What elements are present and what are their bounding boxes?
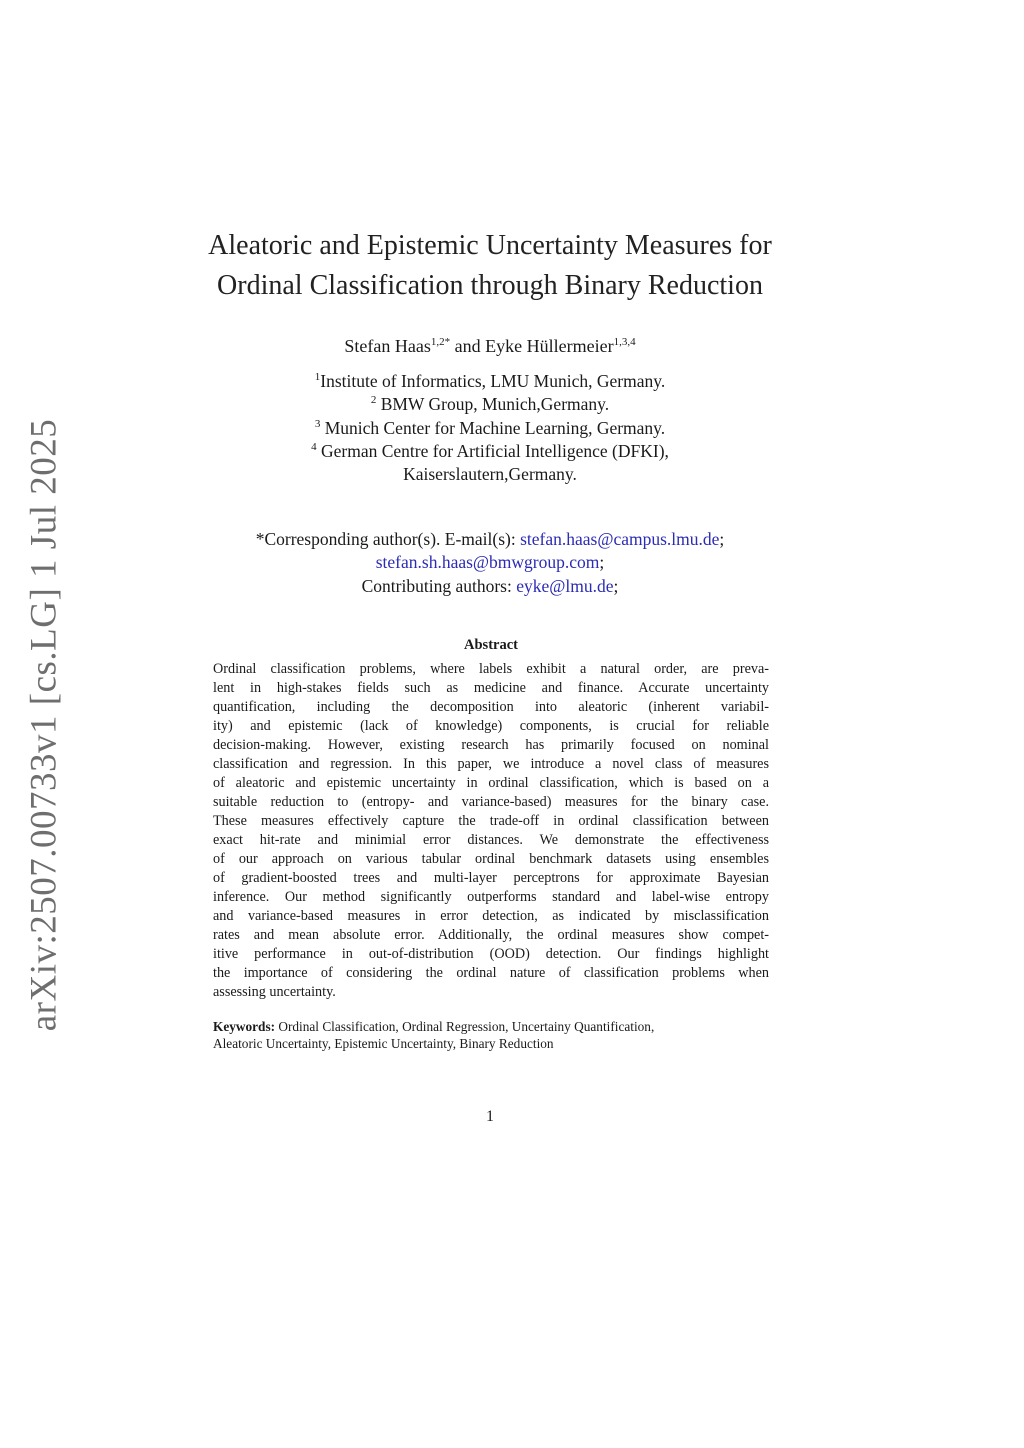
affiliation [150,370,830,393]
abstract-line: the importance of considering the ordinal nature of classification problems when [213,965,769,981]
author-affiliation-marker: 1,3,4 [613,336,636,348]
abstract-line: classification and regression. In this paper, we introduce a novel class of measures [213,756,769,772]
page-number: 1 [486,1108,494,1125]
affiliation [150,463,830,486]
keywords-line: Aleatoric Uncertainty, Epistemic Uncertainty, Binary Reduction [213,1036,554,1051]
abstract-line: lent in high-stakes fields such as medicine and finance. Accurate uncertainty [213,680,769,696]
author-list [150,334,830,358]
abstract-line: of gradient-boosted trees and multi-layer perceptrons for approximate Bayesian [213,870,769,886]
abstract-body [213,660,769,1002]
email-link[interactable]: stefan.haas@campus.lmu.de [520,529,720,549]
keywords-line [213,1018,769,1035]
author-name: Stefan Haas [344,336,431,356]
affiliation [150,417,830,440]
email-line [150,551,830,574]
affiliation [150,440,830,463]
email-link[interactable]: stefan.sh.haas@bmwgroup.com [375,552,600,573]
separator: ; [719,529,725,549]
affiliation-text: Munich Center for Machine Learning, Germany. [320,417,666,438]
affiliation-text: German Centre for Artificial Intelligence (DFKI), [316,440,669,461]
abstract-line: exact hit-rate and minimial error distances. We demonstrate the effectiveness [213,832,769,848]
abstract-heading: Abstract [464,637,518,653]
affiliation-marker: 1 [314,371,321,383]
corresponding-label: *Corresponding author(s). E-mail(s): [255,529,521,549]
abstract-line: These measures effectively capture the trade-off in ordinal classification between [213,813,769,829]
abstract-line: assessing uncertainty. [213,984,336,1000]
abstract-line: itive performance in out-of-distribution (OOD) detection. Our findings highlight [213,946,769,962]
affiliation-marker: 2 [370,394,377,407]
author-name: Eyke Hüllermeier [485,336,614,356]
contributing-label: Contributing authors: [361,575,517,596]
affiliation-text: BMW Group, Munich,Germany. [376,394,610,415]
author-connector: and [450,336,486,356]
keywords-text: Ordinal Classification, Ordinal Regression, Uncertainy Quantification, [275,1019,655,1034]
separator: ; [599,552,605,573]
corresponding-line [150,528,830,551]
abstract-line: quantification, including the decomposition into aleatoric (inherent variabil- [213,699,769,715]
arxiv-identifier: arXiv:2507.00733v1 [cs.LG] 1 Jul 2025 [23,418,65,1032]
keywords [213,1018,769,1052]
title-line: Aleatoric and Epistemic Uncertainty Measures for [208,230,772,261]
contact-info [150,528,830,598]
abstract-line: and variance-based measures in error detection, as indicated by misclassification [213,908,769,924]
abstract-line: ity) and epistemic (lack of knowledge) components, is crucial for reliable [213,718,769,734]
separator: ; [613,575,619,596]
abstract-line: suitable reduction to (entropy- and variance-based) measures for the binary case. [213,794,769,810]
abstract-line: inference. Our method significantly outperforms standard and label-wise entropy [213,889,769,905]
author-affiliation-marker: 1,2* [430,336,451,348]
affiliation-marker: 4 [311,440,317,453]
abstract-line: of aleatoric and epistemic uncertainty in ordinal classification, which is based on a [213,775,769,791]
abstract-line: decision-making. However, existing research has primarily focused on nominal [213,737,769,753]
contributing-line [150,575,830,598]
keywords-label: Keywords: [213,1019,276,1034]
title-line: Ordinal Classification through Binary Reduction [217,270,763,301]
affiliation-list [150,370,830,486]
affiliation-text: Institute of Informatics, LMU Munich, Germany. [320,371,666,391]
paper-title [150,226,830,306]
affiliation-marker: 3 [314,417,321,430]
abstract-line: Ordinal classification problems, where labels exhibit a natural order, are preva- [213,661,769,677]
abstract-line: rates and mean absolute error. Additionally, the ordinal measures show compet- [213,927,769,943]
email-link[interactable]: eyke@lmu.de [516,575,614,596]
affiliation [150,393,830,416]
abstract-line: of our approach on various tabular ordinal benchmark datasets using ensembles [213,851,769,867]
affiliation-text: Kaiserslautern,Germany. [403,464,577,485]
